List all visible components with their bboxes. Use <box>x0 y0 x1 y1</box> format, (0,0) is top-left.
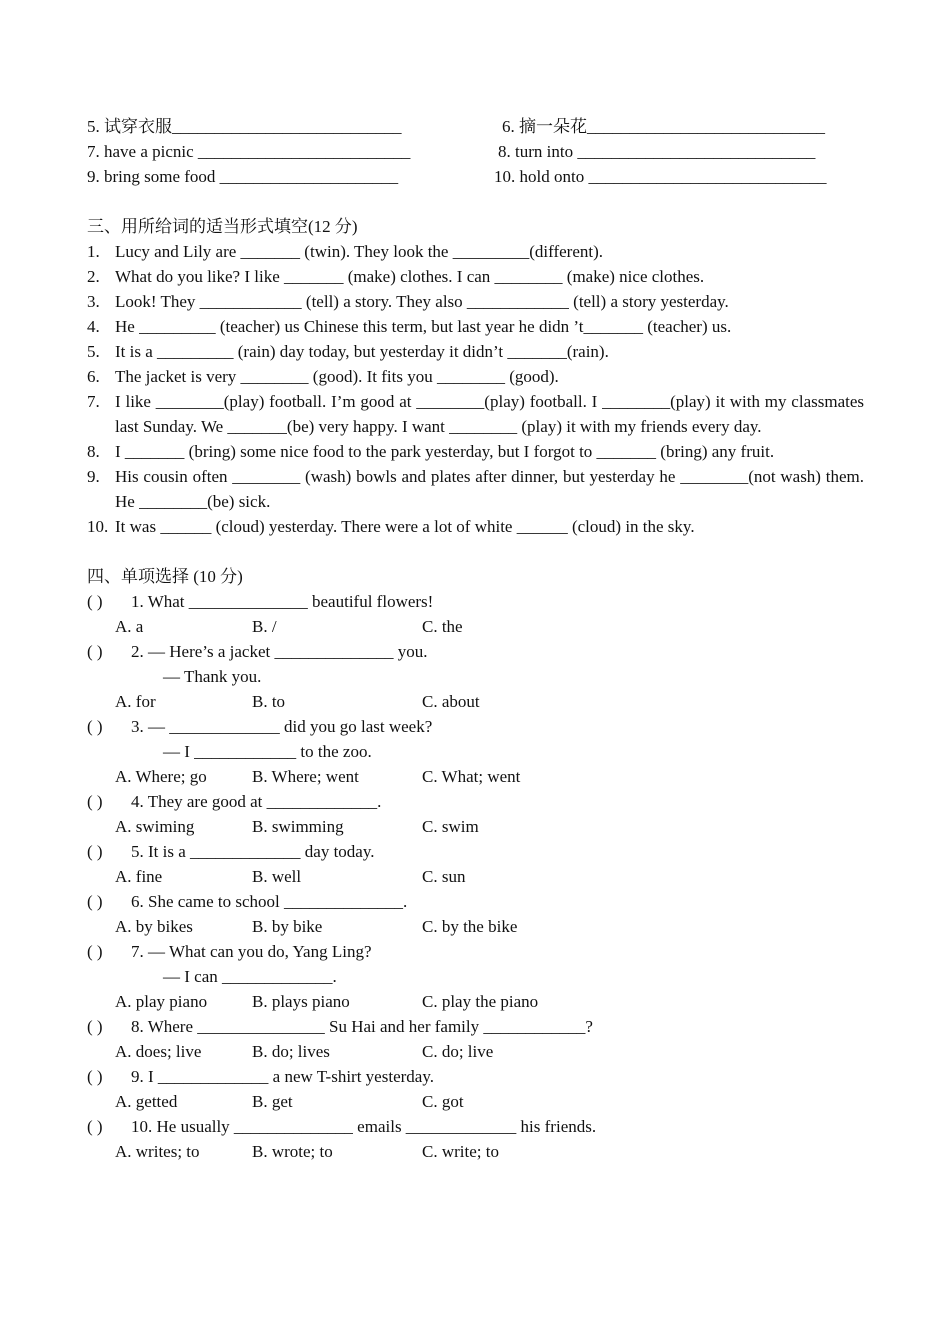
option-c: C. write; to <box>422 1142 499 1161</box>
choice-question <box>87 589 864 639</box>
option-b: B. well <box>252 867 302 886</box>
dialog-text: — I can _____________. <box>163 967 337 986</box>
options-row <box>87 914 864 939</box>
answer-bracket: ( ) <box>87 1017 103 1036</box>
phrase-item: 6. 摘一朵花____________________________ <box>502 117 825 136</box>
fill-question <box>87 314 864 339</box>
question-stem: 9. I _____________ a new T-shirt yesterday. <box>131 1067 434 1086</box>
question-text: What do you like? I like _______ (make) clothes. I can ________ (make) nice clothes. <box>115 267 705 286</box>
options-row <box>87 989 864 1014</box>
options-row <box>87 1039 864 1064</box>
option-c: C. play the piano <box>422 992 539 1011</box>
option-b: B. to <box>252 692 286 711</box>
answer-bracket: ( ) <box>87 592 103 611</box>
fill-question <box>87 389 864 439</box>
question-number: 1. <box>87 242 100 261</box>
question-number: 8. <box>87 442 100 461</box>
option-b: B. swimming <box>252 817 344 836</box>
question-stem: 1. What ______________ beautiful flowers! <box>131 592 434 611</box>
options-row <box>87 1089 864 1114</box>
answer-bracket: ( ) <box>87 1067 103 1086</box>
question-number: 6. <box>87 367 100 386</box>
question-stem-row <box>87 1014 864 1039</box>
section-4-questions <box>87 589 864 1164</box>
question-stem: 10. He usually ______________ emails _____________ his friends. <box>131 1117 597 1136</box>
question-stem: 4. They are good at _____________. <box>131 792 382 811</box>
fill-question <box>87 364 864 389</box>
option-c: C. swim <box>422 817 479 836</box>
question-number: 5. <box>87 342 100 361</box>
question-stem: 2. — Here’s a jacket ______________ you. <box>131 642 428 661</box>
option-c: C. do; live <box>422 1042 494 1061</box>
choice-question <box>87 639 864 714</box>
options-row <box>87 864 864 889</box>
question-text: It is a _________ (rain) day today, but yesterday it didn’t _______(rain). <box>115 342 609 361</box>
dialog-text: — I ____________ to the zoo. <box>163 742 372 761</box>
question-text: I _______ (bring) some nice food to the park yesterday, but I forgot to _______ (bring) any fruit. <box>115 442 775 461</box>
option-b: B. wrote; to <box>252 1142 333 1161</box>
option-b: B. get <box>252 1092 293 1111</box>
dialog-text: — Thank you. <box>163 667 262 686</box>
phrase-list <box>87 114 864 189</box>
options-row <box>87 689 864 714</box>
question-stem-row <box>87 939 864 964</box>
answer-bracket: ( ) <box>87 842 103 861</box>
phrase-item: 10. hold onto ____________________________ <box>494 167 827 186</box>
choice-question <box>87 789 864 839</box>
phrase-item: 9. bring some food _____________________ <box>87 167 399 186</box>
phrase-row <box>87 164 864 189</box>
section-4-title: 四、单项选择 (10 分) <box>87 567 243 586</box>
question-stem-row <box>87 789 864 814</box>
fill-question <box>87 264 864 289</box>
option-c: C. sun <box>422 867 466 886</box>
options-row <box>87 1139 864 1164</box>
question-number: 4. <box>87 317 100 336</box>
question-stem: 5. It is a _____________ day today. <box>131 842 375 861</box>
phrase-item: 7. have a picnic _________________________ <box>87 142 411 161</box>
option-c: C. by the bike <box>422 917 518 936</box>
choice-question <box>87 714 864 789</box>
question-text: Look! They ____________ (tell) a story. They also ____________ (tell) a story yesterday. <box>115 292 729 311</box>
option-b: B. Where; went <box>252 767 359 786</box>
option-a: A. by bikes <box>115 917 193 936</box>
option-c: C. got <box>422 1092 464 1111</box>
option-b: B. by bike <box>252 917 323 936</box>
option-a: A. a <box>115 617 144 636</box>
choice-question <box>87 1064 864 1114</box>
option-c: C. What; went <box>422 767 521 786</box>
option-a: A. getted <box>115 1092 178 1111</box>
phrase-item: 5. 试穿衣服___________________________ <box>87 117 402 136</box>
question-text: Lucy and Lily are _______ (twin). They look the _________(different). <box>115 242 604 261</box>
option-a: A. fine <box>115 867 163 886</box>
fill-question <box>87 289 864 314</box>
answer-bracket: ( ) <box>87 1117 103 1136</box>
option-c: C. about <box>422 692 480 711</box>
question-stem-row <box>87 714 864 739</box>
answer-bracket: ( ) <box>87 942 103 961</box>
choice-question <box>87 1014 864 1064</box>
option-a: A. does; live <box>115 1042 202 1061</box>
question-number: 9. <box>87 467 100 486</box>
phrase-row <box>87 114 864 139</box>
options-row <box>87 814 864 839</box>
section-3-questions <box>87 239 864 539</box>
options-row <box>87 614 864 639</box>
fill-question <box>87 514 864 539</box>
answer-bracket: ( ) <box>87 717 103 736</box>
fill-question <box>87 339 864 364</box>
answer-bracket: ( ) <box>87 642 103 661</box>
dialog-line <box>87 964 864 989</box>
option-a: A. writes; to <box>115 1142 200 1161</box>
worksheet-page <box>87 114 864 1164</box>
option-a: A. swiming <box>115 817 195 836</box>
question-stem-row <box>87 639 864 664</box>
question-number: 7. <box>87 392 100 411</box>
option-b: B. / <box>252 617 277 636</box>
question-stem-row <box>87 1064 864 1089</box>
option-c: C. the <box>422 617 463 636</box>
option-a: A. for <box>115 692 156 711</box>
answer-bracket: ( ) <box>87 892 103 911</box>
question-stem: 3. — _____________ did you go last week? <box>131 717 433 736</box>
question-number: 10. <box>87 517 109 536</box>
section-3-title: 三、用所给词的适当形式填空(12 分) <box>87 217 358 236</box>
question-number: 3. <box>87 292 100 311</box>
choice-question <box>87 839 864 889</box>
question-text: I like ________(play) football. I’m good at ________(play) football. I ________(play) it with my classmates last Sunday. We _______(be) very happy. I want ________ (play) it with my friends every day. <box>115 392 864 436</box>
choice-question <box>87 1114 864 1164</box>
question-stem: 8. Where _______________ Su Hai and her family ____________? <box>131 1017 593 1036</box>
dialog-line <box>87 739 864 764</box>
question-text: The jacket is very ________ (good). It fits you ________ (good). <box>115 367 559 386</box>
phrase-item: 8. turn into ____________________________ <box>498 142 816 161</box>
option-b: B. plays piano <box>252 992 350 1011</box>
question-text: He _________ (teacher) us Chinese this term, but last year he didn ’t_______ (teacher) us. <box>115 317 732 336</box>
choice-question <box>87 939 864 1014</box>
question-text: His cousin often ________ (wash) bowls and plates after dinner, but yesterday he ________(not wash) them. He ________(be) sick. <box>115 467 864 511</box>
choice-question <box>87 889 864 939</box>
question-stem: 6. She came to school ______________. <box>131 892 408 911</box>
fill-question <box>87 439 864 464</box>
question-number: 2. <box>87 267 100 286</box>
fill-question <box>87 464 864 514</box>
answer-bracket: ( ) <box>87 792 103 811</box>
question-stem: 7. — What can you do, Yang Ling? <box>131 942 372 961</box>
question-stem-row <box>87 1114 864 1139</box>
question-stem-row <box>87 589 864 614</box>
option-b: B. do; lives <box>252 1042 330 1061</box>
option-a: A. play piano <box>115 992 208 1011</box>
option-a: A. Where; go <box>115 767 207 786</box>
phrase-row <box>87 139 864 164</box>
dialog-line <box>87 664 864 689</box>
fill-question <box>87 239 864 264</box>
question-stem-row <box>87 889 864 914</box>
question-stem-row <box>87 839 864 864</box>
options-row <box>87 764 864 789</box>
question-text: It was ______ (cloud) yesterday. There were a lot of white ______ (cloud) in the sky. <box>115 517 695 536</box>
